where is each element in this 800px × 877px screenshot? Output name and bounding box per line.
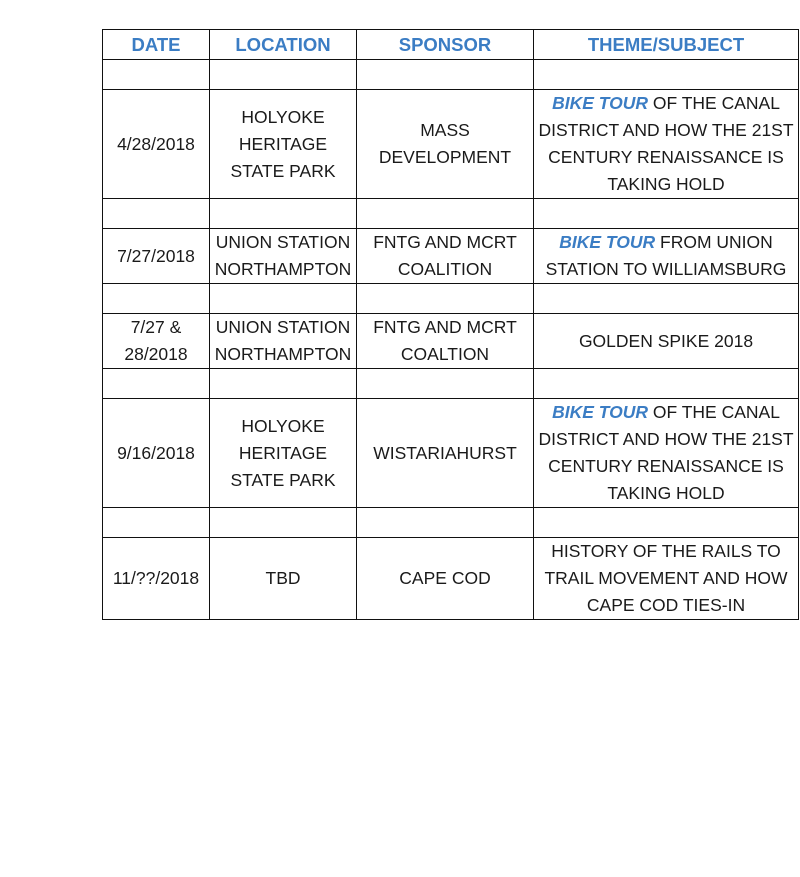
empty-cell — [210, 199, 357, 229]
theme-text: FROM UNION STATION TO WILLIAMSBURG — [545, 232, 787, 279]
empty-cell — [357, 508, 534, 538]
table-row — [103, 399, 799, 508]
empty-cell — [210, 60, 357, 90]
empty-cell — [534, 369, 799, 399]
table-row — [103, 314, 799, 369]
empty-cell — [534, 60, 799, 90]
date-cell: 7/27 & 28/2018 — [103, 314, 210, 369]
theme-text: HISTORY OF THE RAILS TO TRAIL MOVEMENT AND HOW CAPE COD TIES-IN — [544, 541, 788, 615]
header-row — [103, 30, 799, 60]
empty-cell — [210, 284, 357, 314]
empty-cell — [534, 508, 799, 538]
header-date: DATE — [103, 30, 210, 60]
header-sponsor: SPONSOR — [357, 30, 534, 60]
theme-cell — [534, 314, 799, 369]
empty-cell — [534, 284, 799, 314]
sponsor-cell: FNTG AND MCRT COALITION — [357, 229, 534, 284]
table-row — [103, 538, 799, 620]
empty-cell — [210, 508, 357, 538]
sponsor-cell: FNTG AND MCRT COALTION — [357, 314, 534, 369]
date-cell: 7/27/2018 — [103, 229, 210, 284]
location-cell: HOLYOKE HERITAGE STATE PARK — [210, 90, 357, 199]
spacer-row — [103, 60, 799, 90]
spacer-row — [103, 284, 799, 314]
header-location: LOCATION — [210, 30, 357, 60]
empty-cell — [357, 369, 534, 399]
date-cell: 4/28/2018 — [103, 90, 210, 199]
theme-cell — [534, 229, 799, 284]
empty-cell — [103, 199, 210, 229]
theme-highlight: BIKE TOUR — [552, 402, 648, 422]
location-cell: TBD — [210, 538, 357, 620]
location-cell: UNION STATION NORTHAMPTON — [210, 229, 357, 284]
table-row — [103, 229, 799, 284]
empty-cell — [103, 60, 210, 90]
theme-cell — [534, 90, 799, 199]
theme-cell — [534, 399, 799, 508]
sponsor-cell: WISTARIAHURST — [357, 399, 534, 508]
location-cell: HOLYOKE HERITAGE STATE PARK — [210, 399, 357, 508]
spacer-row — [103, 369, 799, 399]
header-theme: THEME/SUBJECT — [534, 30, 799, 60]
empty-cell — [210, 369, 357, 399]
theme-text: OF THE CANAL DISTRICT AND HOW THE 21ST CENTURY RENAISSANCE IS TAKING HOLD — [538, 93, 794, 194]
events-table — [102, 29, 799, 620]
empty-cell — [103, 369, 210, 399]
sponsor-cell: MASS DEVELOPMENT — [357, 90, 534, 199]
theme-highlight: BIKE TOUR — [552, 93, 648, 113]
sponsor-cell: CAPE COD — [357, 538, 534, 620]
spacer-row — [103, 199, 799, 229]
theme-text: GOLDEN SPIKE 2018 — [578, 330, 754, 351]
location-cell: UNION STATION NORTHAMPTON — [210, 314, 357, 369]
date-cell: 9/16/2018 — [103, 399, 210, 508]
date-cell: 11/??/2018 — [103, 538, 210, 620]
theme-cell — [534, 538, 799, 620]
spacer-row — [103, 508, 799, 538]
theme-text: OF THE CANAL DISTRICT AND HOW THE 21ST CENTURY RENAISSANCE IS TAKING HOLD — [538, 402, 794, 503]
empty-cell — [103, 284, 210, 314]
empty-cell — [534, 199, 799, 229]
table-row — [103, 90, 799, 199]
empty-cell — [357, 60, 534, 90]
theme-highlight: BIKE TOUR — [559, 232, 656, 252]
empty-cell — [357, 284, 534, 314]
empty-cell — [103, 508, 210, 538]
empty-cell — [357, 199, 534, 229]
